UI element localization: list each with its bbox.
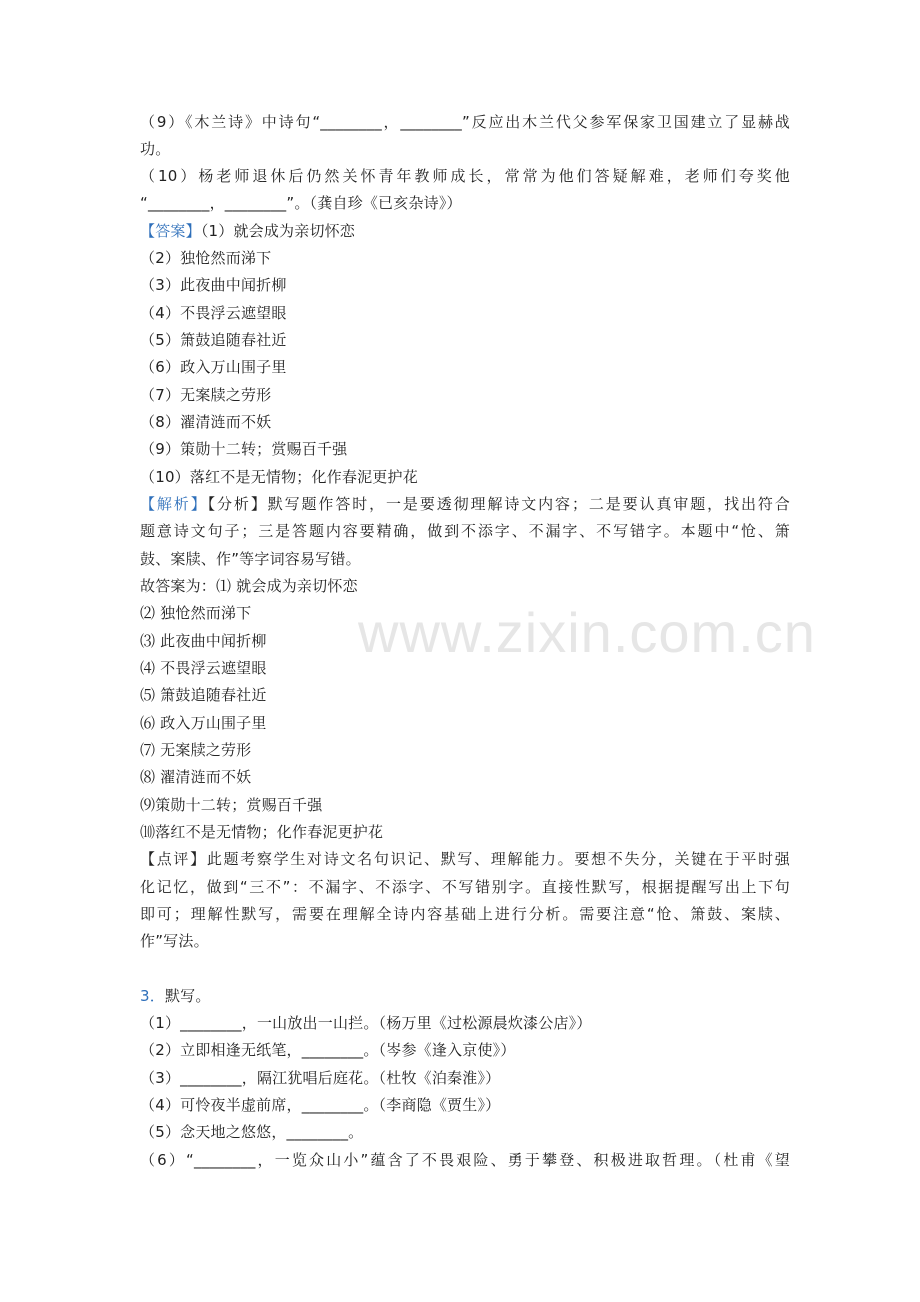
watermark: www.zixin.com.cn	[358, 601, 816, 664]
question-10-line: （10）杨老师退休后仍然关怀青年教师成长，常常为他们答疑解难，老师们夸奖他	[140, 167, 790, 185]
final-answer-item: ⑼策勋十二转；赏赐百千强	[140, 796, 323, 814]
question-item: （3）________，隔江犹唱后庭花。（杜牧《泊秦淮》）	[140, 1069, 501, 1087]
final-answer-item: ⑸ 箫鼓追随春社近	[140, 686, 267, 704]
answer-item: （8）濯清涟而不妖	[140, 413, 272, 431]
comment-text: 即可；理解性默写，需要在理解全诗内容基础上进行分析。需要注意“怆、箫鼓、案牍、	[140, 905, 790, 923]
final-answer-item: ⑻ 濯清涟而不妖	[140, 768, 252, 786]
final-answer-intro: 故答案为：⑴ 就会成为亲切怀恋	[140, 577, 358, 595]
question-3-heading	[140, 986, 790, 1006]
answer-item: （10）落红不是无情物；化作春泥更护花	[140, 468, 418, 486]
question-item: （2）立即相逢无纸笔，________。（岑参《逢入京使》）	[140, 1041, 516, 1059]
final-answer-item: ⑹ 政入万山围子里	[140, 714, 267, 732]
question-9-line: （9）《木兰诗》中诗句“________，________”反应出木兰代父参军保家卫国建立了显赫战	[140, 113, 790, 131]
answer-item: （7）无案牍之劳形	[140, 386, 272, 404]
analysis-text: 题意诗文句子；三是答题内容要精确，做到不添字、不漏字、不写错字。本题中“怆、箫	[140, 522, 790, 540]
question-item: （4）可怜夜半虚前席，________。（李商隐《贾生》）	[140, 1096, 501, 1114]
final-answer-item: ⑶ 此夜曲中闻折柳	[140, 632, 267, 650]
question-item: （1）________，一山放出一山拦。（杨万里《过松源晨炊漆公店》）	[140, 1014, 592, 1032]
final-answer-item: ⑵ 独怆然而涕下	[140, 604, 252, 622]
question-item: （6）“________，一览众山小”蕴含了不畏艰险、勇于攀登、积极进取哲理。（杜甫《望	[140, 1151, 790, 1169]
answer-item: （1）就会成为亲切怀恋	[200, 222, 356, 240]
answer-item: （2）独怆然而涕下	[140, 249, 272, 267]
question-item: （5）念天地之悠悠，________。	[140, 1123, 364, 1141]
answer-item: （3）此夜曲中闻折柳	[140, 276, 287, 294]
analysis-text: 【分析】默写题作答时，一是要透彻理解诗文内容；二是要认真审题，找出符合	[207, 495, 790, 513]
comment-text: 化记忆，做到“三不”：不漏字、不添字、不写错别字。直接性默写，根据提醒写出上下句	[140, 878, 790, 896]
answer-item: （5）箫鼓追随春社近	[140, 331, 287, 349]
analysis-tag: 【解析】	[140, 495, 208, 513]
final-answer-item: ⑺ 无案牍之劳形	[140, 741, 252, 759]
question-10-line-continued: “________，________”。（龚自珍《已亥杂诗》）	[140, 194, 462, 212]
answer-item: （9）策勋十二转；赏赐百千强	[140, 440, 348, 458]
analysis-text: 鼓、案牍、作”等字词容易写错。	[140, 550, 361, 568]
answer-tag: 【答案】	[140, 222, 201, 240]
comment-text: 作”写法。	[140, 932, 209, 950]
answer-item: （4）不畏浮云遮望眼	[140, 304, 287, 322]
answer-item: （6）政入万山围子里	[140, 358, 287, 376]
question-number: 3．	[140, 987, 165, 1005]
final-answer-item: ⑷ 不畏浮云遮望眼	[140, 659, 267, 677]
final-answer-item: ⑽落红不是无情物；化作春泥更护花	[140, 823, 384, 841]
analysis-first-line	[140, 494, 790, 514]
comment-text: 【点评】此题考察学生对诗文名句识记、默写、理解能力。要想不失分，关键在于平时强	[140, 850, 790, 868]
question-title: 默写。	[164, 987, 211, 1005]
answer-first-line	[140, 221, 790, 241]
question-9-line-continued: 功。	[140, 140, 171, 158]
